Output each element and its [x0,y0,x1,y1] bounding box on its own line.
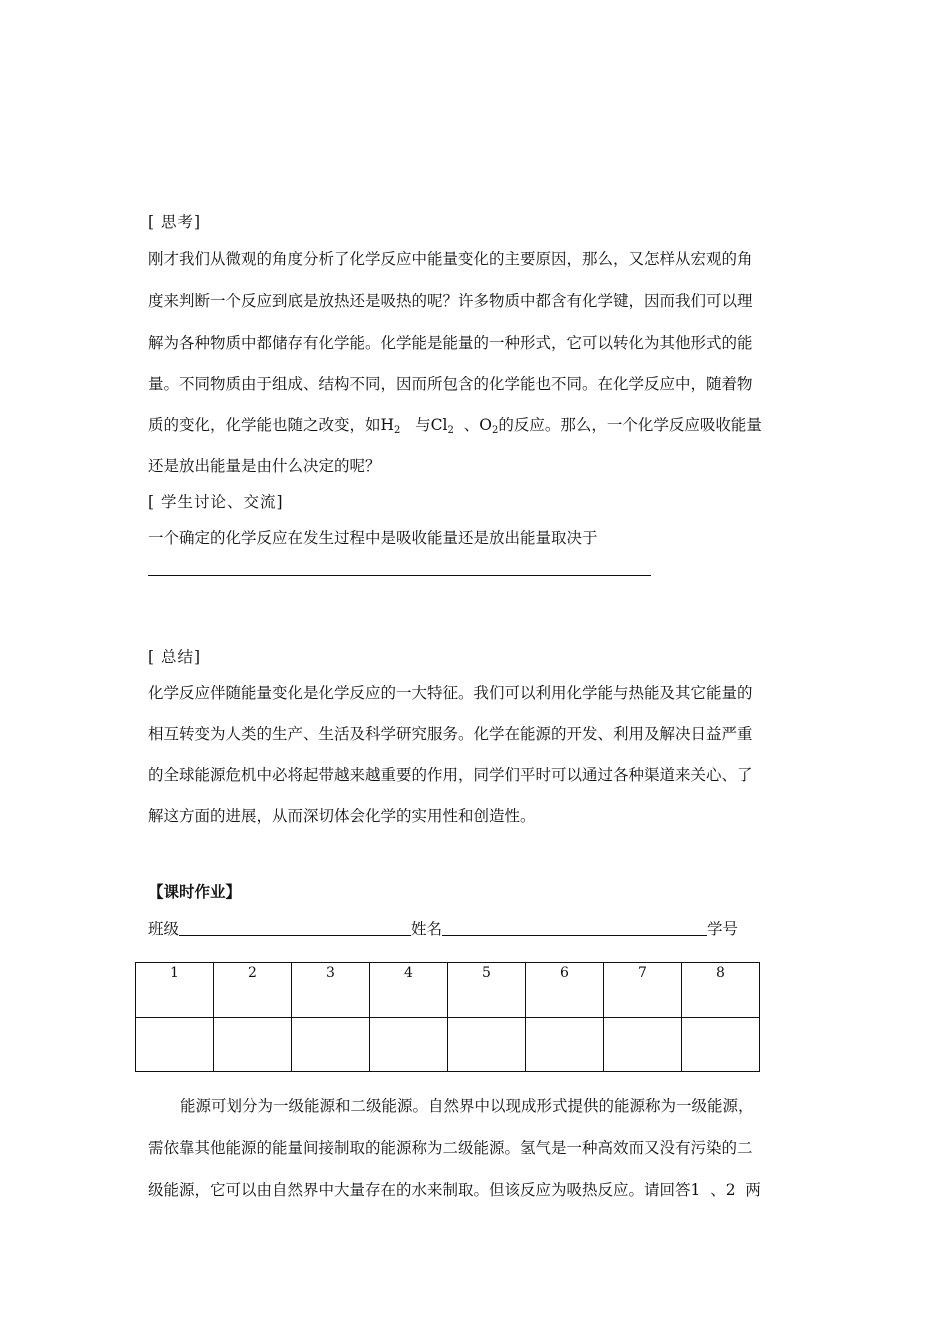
summary-line-2: 相互转变为人类的生产、生活及科学研究服务。化学在能源的开发、利用及解决日益严重 [148,725,753,743]
summary-label: [ 总结] [148,648,202,666]
student-info-row [148,917,738,939]
question-number-cell: 7 [604,963,682,1018]
question-number-cell: 4 [370,963,448,1018]
cl2-subscript: 2 [447,425,454,436]
h2-subscript: 2 [394,425,401,436]
o2-subscript: 2 [491,425,499,436]
answer-table-header-row [136,963,760,1018]
answer-table [135,962,760,1072]
think-line-5-part-c: 、O [453,416,492,434]
answer-blank-line[interactable] [148,575,651,576]
answer-cell[interactable] [682,1018,760,1072]
question-number-cell: 8 [682,963,760,1018]
discuss-label: [ 学生讨论、交流] [148,493,284,511]
answer-cell[interactable] [448,1018,526,1072]
answer-cell[interactable] [214,1018,292,1072]
id-label: 学号 [707,920,739,938]
class-field[interactable] [179,921,411,936]
answer-cell[interactable] [526,1018,604,1072]
think-line-4: 量。不同物质由于组成、结构不同，因而所包含的化学能也不同。在化学反应中，随着物 [148,375,753,393]
think-line-1: 刚才我们从微观的角度分析了化学反应中能量变化的主要原因，那么，又怎样从宏观的角 [148,250,753,268]
question-number-cell: 3 [292,963,370,1018]
passage-line-1: 能源可划分为一级能源和二级能源。自然界中以现成形式提供的能源称为一级能源， [180,1097,754,1115]
class-label: 班级 [148,920,180,938]
question-number-cell: 5 [448,963,526,1018]
think-line-5-part-b: 与Cl [400,416,448,434]
think-line-5-part-a: 质的变化，化学能也随之改变，如H [148,416,395,434]
question-number-cell: 1 [136,963,214,1018]
passage-line-3: 级能源，它可以由自然界中大量存在的水来制取。但该反应为吸热反应。请回答1 、2 两 [148,1181,761,1199]
passage-line-2: 需依靠其他能源的能量间接制取的能源称为二级能源。氢气是一种高效而又没有污染的二 [148,1139,753,1157]
think-line-5-part-d: 的反应。那么，一个化学反应吸收能量 [498,416,762,434]
answer-cell[interactable] [136,1018,214,1072]
think-line-2: 度来判断一个反应到底是放热还是吸热的呢？许多物质中都含有化学键，因而我们可以理 [148,292,753,310]
question-number-cell: 6 [526,963,604,1018]
answer-cell[interactable] [370,1018,448,1072]
question-number-cell: 2 [214,963,292,1018]
name-field[interactable] [442,921,707,936]
summary-line-3: 的全球能源危机中必将起带越来越重要的作用，同学们平时可以通过各种渠道来关心、了 [148,766,753,784]
summary-line-1: 化学反应伴随能量变化是化学反应的一大特征。我们可以利用化学能与热能及其它能量的 [148,684,753,702]
discuss-line: 一个确定的化学反应在发生过程中是吸收能量还是放出能量取决于 [148,529,598,547]
answer-cell[interactable] [604,1018,682,1072]
answer-table-answer-row [136,1018,760,1072]
think-label: [ 思考] [148,213,202,231]
homework-title: 【课时作业】 [148,883,242,901]
summary-line-4: 解这方面的进展，从而深切体会化学的实用性和创造性。 [148,807,536,825]
name-label: 姓名 [411,920,443,938]
think-line-5 [148,413,808,436]
think-line-6: 还是放出能量是由什么决定的呢？ [148,457,381,475]
answer-cell[interactable] [292,1018,370,1072]
think-line-3: 解为各种物质中都储存有化学能。化学能是能量的一种形式，它可以转化为其他形式的能 [148,334,753,352]
